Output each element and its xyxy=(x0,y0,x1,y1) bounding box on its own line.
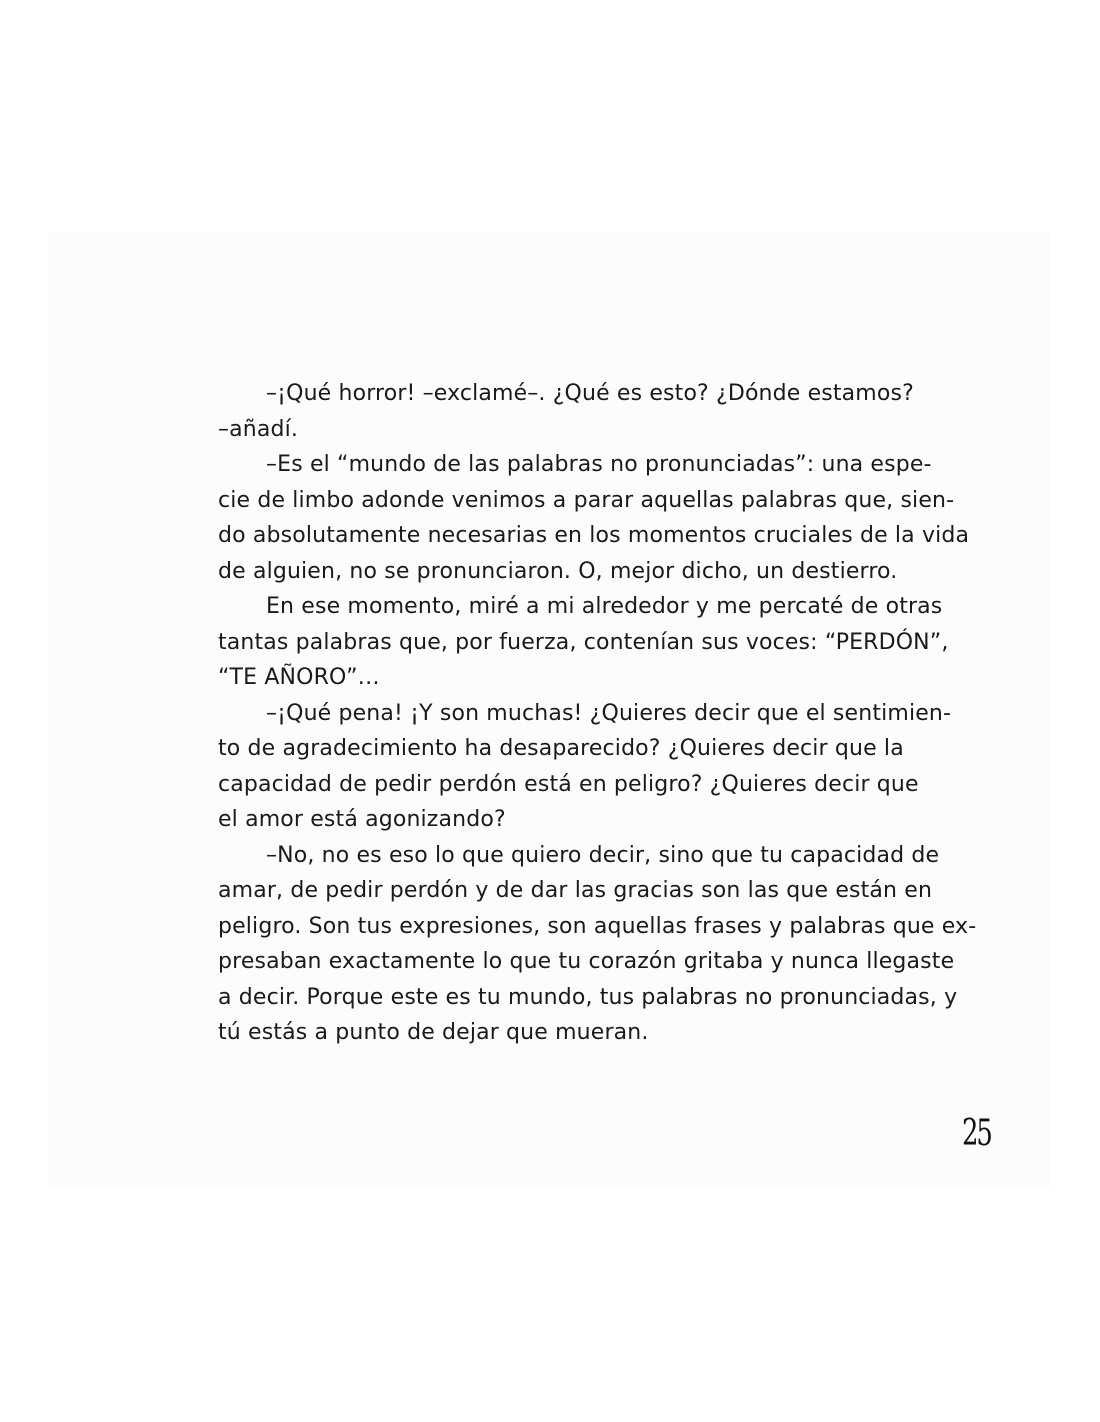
text-line: –añadí. xyxy=(218,416,299,442)
text-line: cie de limbo adonde venimos a parar aquellas palabras que, sien- xyxy=(218,487,955,513)
text-line: –No, no es eso lo que quiero decir, sino que tu capacidad de xyxy=(266,842,940,868)
text-line: de alguien, no se pronunciaron. O, mejor dicho, un destierro. xyxy=(218,558,898,584)
page-number: 25 xyxy=(962,1113,991,1154)
text-line: presaban exactamente lo que tu corazón gritaba y nunca llegaste xyxy=(218,949,955,974)
text-line: “TE AÑORO”… xyxy=(218,665,380,690)
text-line: do absolutamente necesarias en los momentos cruciales de la vida xyxy=(218,523,970,548)
text-line: to de agradecimiento ha desaparecido? ¿Quieres decir que la xyxy=(218,736,904,761)
body-text xyxy=(218,376,977,1051)
text-line: –¡Qué pena! ¡Y son muchas! ¿Quieres decir que el sentimien- xyxy=(266,700,952,726)
text-line: el amor está agonizando? xyxy=(218,807,506,832)
text-line: capacidad de pedir perdón está en peligro? ¿Quieres decir que xyxy=(218,771,919,797)
text-line: tantas palabras que, por fuerza, contenían sus voces: “PERDÓN”, xyxy=(218,629,949,655)
text-line: peligro. Son tus expresiones, son aquellas frases y palabras que ex- xyxy=(218,913,977,939)
text-line: En ese momento, miré a mi alrededor y me percaté de otras xyxy=(266,594,943,619)
text-line: tú estás a punto de dejar que mueran. xyxy=(218,1020,649,1045)
text-line: amar, de pedir perdón y de dar las gracias son las que están en xyxy=(218,878,933,903)
text-line: –¡Qué horror! –exclamé–. ¿Qué es esto? ¿Dónde estamos? xyxy=(266,381,914,406)
text-line: a decir. Porque este es tu mundo, tus palabras no pronunciadas, y xyxy=(218,984,958,1010)
text-line: –Es el “mundo de las palabras no pronunciadas”: una espe- xyxy=(266,452,932,477)
